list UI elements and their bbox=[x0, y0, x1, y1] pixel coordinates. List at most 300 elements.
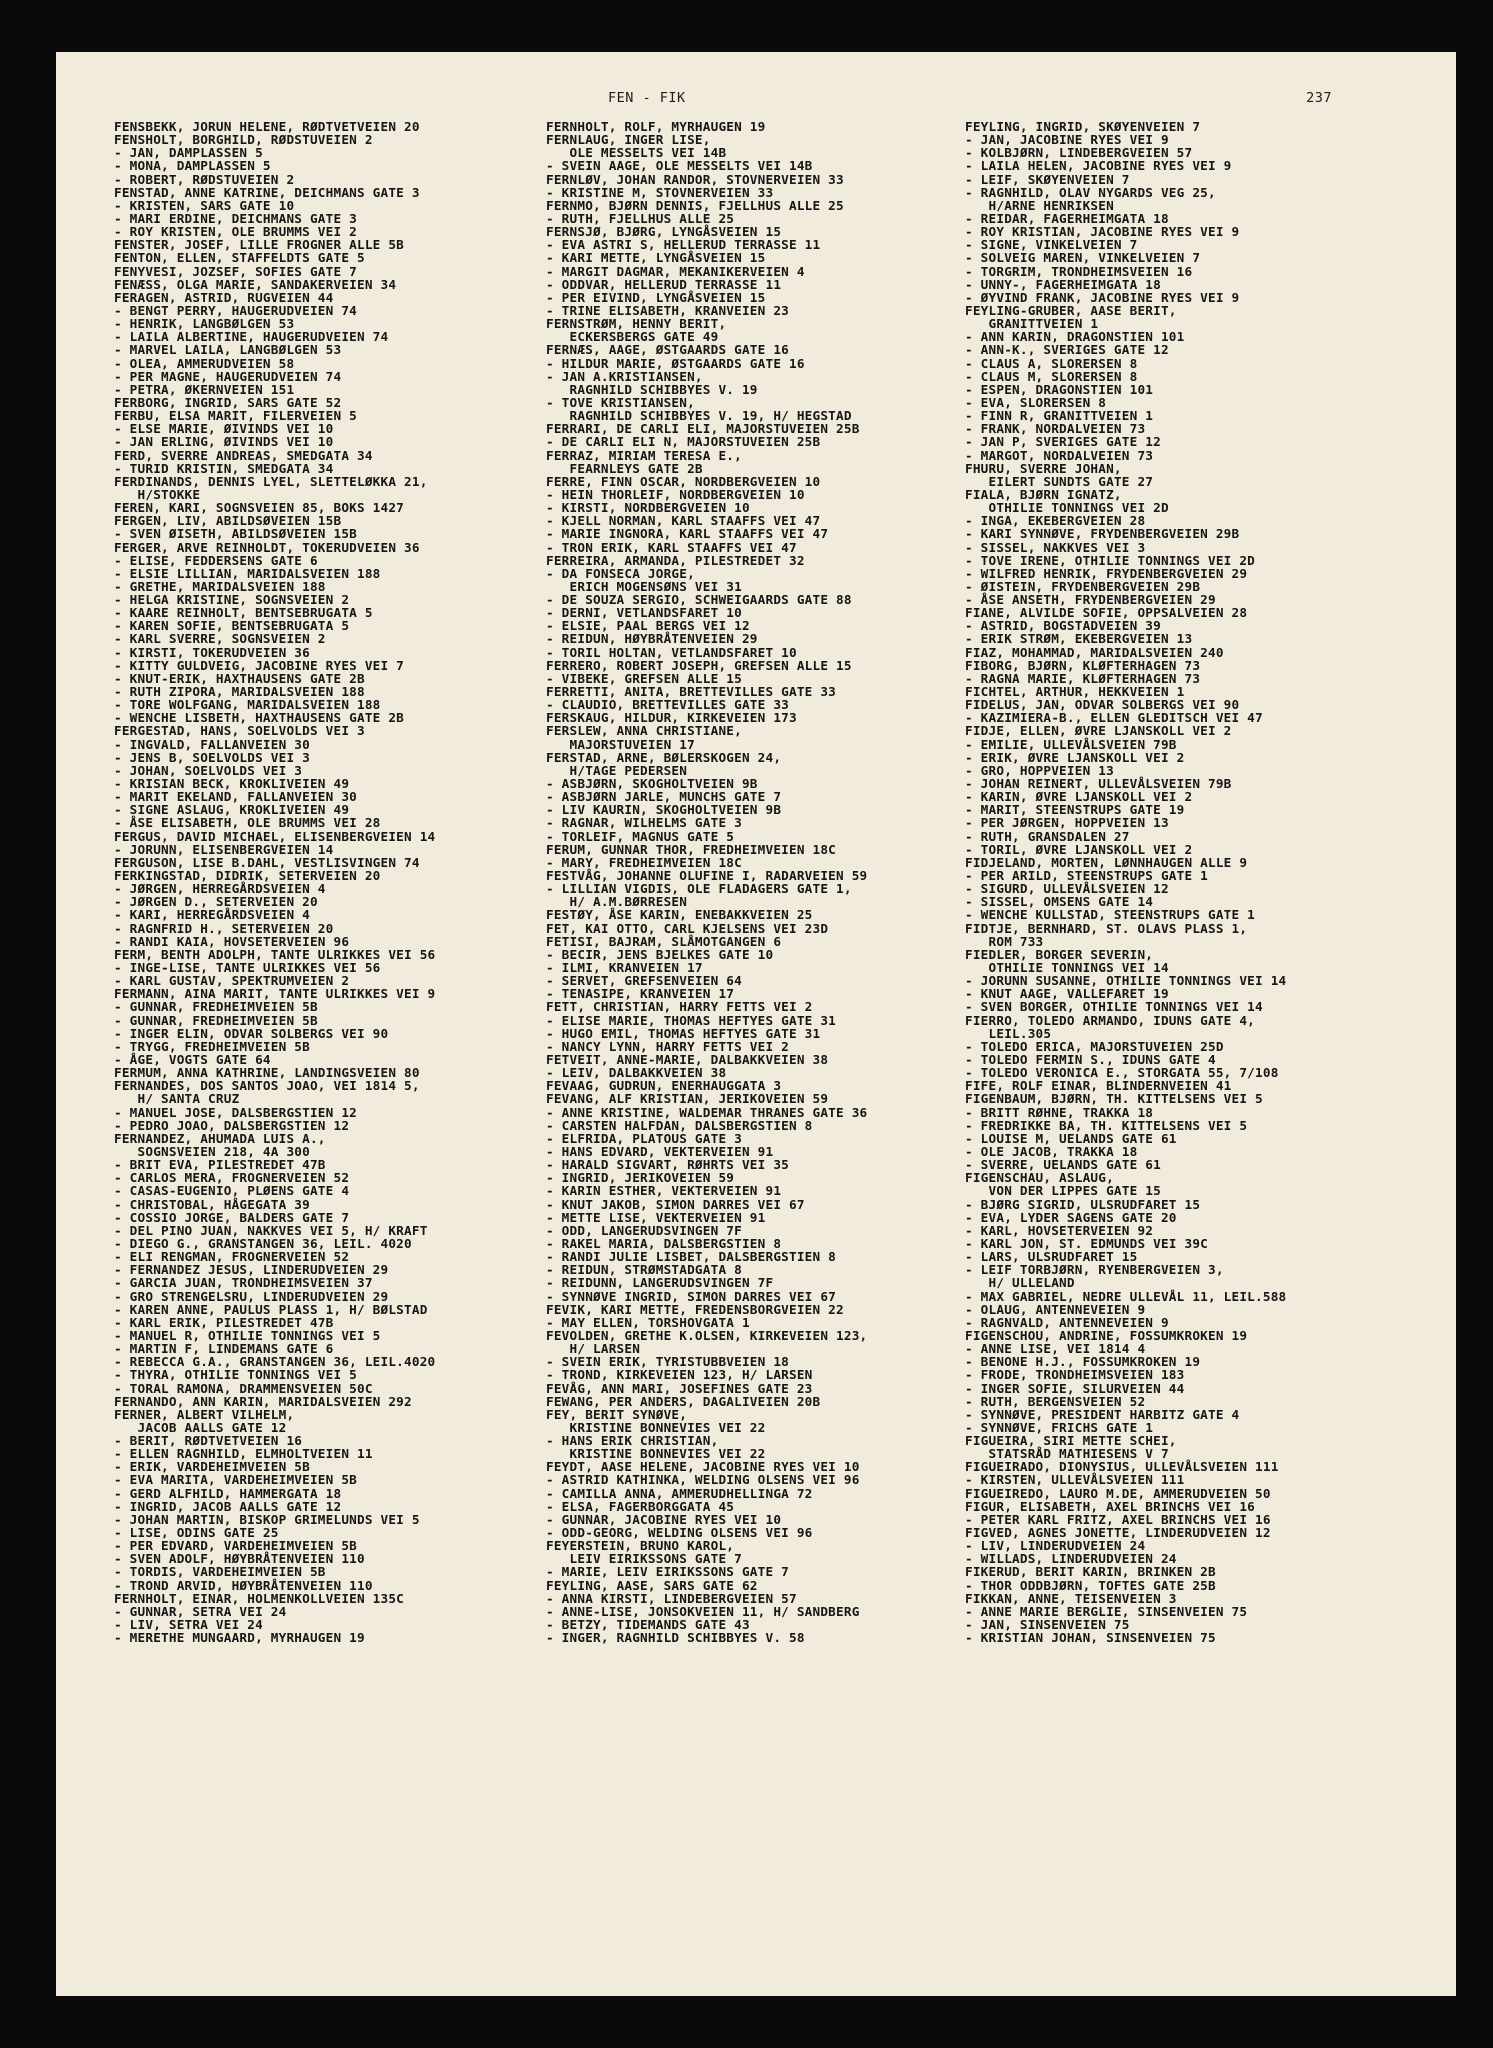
directory-entry: - KOLBJØRN, LINDEBERGVEIEN 57 bbox=[965, 145, 1193, 161]
directory-entry: - LILLIAN VIGDIS, OLE FLADAGERS GATE 1, bbox=[546, 881, 852, 897]
directory-entry: FIKERUD, BERIT KARIN, BRINKEN 2B bbox=[965, 1564, 1216, 1580]
directory-entry: - BENONE H.J., FOSSUMKROKEN 19 bbox=[965, 1354, 1201, 1370]
directory-entry: - HANS ERIK CHRISTIAN, bbox=[546, 1433, 719, 1449]
directory-entry: - TORAL RAMONA, DRAMMENSVEIEN 50C bbox=[114, 1380, 373, 1396]
directory-entry: FEWANG, PER ANDERS, DAGALIVEIEN 20B bbox=[546, 1393, 821, 1409]
directory-entry: - RANDI KAIA, HOVSETERVEIEN 96 bbox=[114, 933, 350, 949]
directory-entry: - CARLOS MERA, FROGNERVEIEN 52 bbox=[114, 1170, 350, 1186]
directory-entry: - DEL PINO JUAN, NAKKVES VEI 5, H/ KRAFT bbox=[114, 1222, 428, 1238]
directory-entry: - BECIR, JENS BJELKES GATE 10 bbox=[546, 946, 774, 962]
listing-column-3 bbox=[965, 120, 1395, 1644]
directory-entry: - GUNNAR, FREDHEIMVEIEN 5B bbox=[114, 1012, 318, 1028]
directory-entry: FERDINANDS, DENNIS LYEL, SLETTELØKKA 21, bbox=[114, 473, 428, 489]
directory-entry: - ANN-K., SVERIGES GATE 12 bbox=[965, 342, 1169, 358]
directory-entry: - JØRGEN, HERREGÅRDSVEIEN 4 bbox=[114, 881, 326, 897]
directory-entry: - MARGIT DAGMAR, MEKANIKERVEIEN 4 bbox=[546, 263, 805, 279]
directory-entry: - PEDRO JOAO, DALSBERGSTIEN 12 bbox=[114, 1117, 350, 1133]
directory-entry: FEY, BERIT SYNØVE, bbox=[546, 1406, 688, 1422]
directory-entry: FEYLING-GRUBER, AASE BERIT, bbox=[965, 302, 1177, 318]
directory-entry: - ERIK, ØVRE LJANSKOLL VEI 2 bbox=[965, 749, 1185, 765]
directory-entry: - LISE, ODINS GATE 25 bbox=[114, 1525, 279, 1541]
directory-entry: - WILFRED HENRIK, FRYDENBERGVEIEN 29 bbox=[965, 565, 1248, 581]
directory-entry: - HANS EDVARD, VEKTERVEIEN 91 bbox=[546, 1143, 774, 1159]
directory-entry: - INGER, RAGNHILD SCHIBBYES V. 58 bbox=[546, 1630, 805, 1646]
directory-entry: FIAZ, MOHAMMAD, MARIDALSVEIEN 240 bbox=[965, 644, 1224, 660]
directory-entry: - SIGURD, ULLEVÅLSVEIEN 12 bbox=[965, 881, 1169, 897]
directory-entry: - GUNNAR, SETRA VEI 24 bbox=[114, 1603, 287, 1619]
directory-entry: - TORLEIF, MAGNUS GATE 5 bbox=[546, 828, 735, 844]
directory-entry: - RANDI JULIE LISBET, DALSBERGSTIEN 8 bbox=[546, 1249, 837, 1265]
directory-entry: - KARL, HOVSETERVEIEN 92 bbox=[965, 1222, 1154, 1238]
directory-entry: - PER EIVIND, LYNGÅSVEIEN 15 bbox=[546, 289, 766, 305]
directory-entry: - MARIE, LEIV EIRIKSSONS GATE 7 bbox=[546, 1564, 789, 1580]
directory-entry: - KAREN ANNE, PAULUS PLASS 1, H/ BØLSTAD bbox=[114, 1301, 428, 1317]
directory-entry: - ELLEN RAGNHILD, ELMHOLTVEIEN 11 bbox=[114, 1446, 373, 1462]
directory-entry: - FERNANDEZ JESUS, LINDERUDVEIEN 29 bbox=[114, 1262, 389, 1278]
page-title: FEN - FIK bbox=[608, 90, 686, 106]
directory-entry: - TORIL, ØVRE LJANSKOLL VEI 2 bbox=[965, 841, 1193, 857]
directory-entry: - TORE WOLFGANG, MARIDALSVEIEN 188 bbox=[114, 697, 381, 713]
directory-entry: FIGUEIRADO, DIONYSIUS, ULLEVÅLSVEIEN 111 bbox=[965, 1459, 1279, 1475]
directory-entry: - KARI METTE, LYNGÅSVEIEN 15 bbox=[546, 250, 766, 266]
directory-entry: - SVEIN ERIK, TYRISTUBBVEIEN 18 bbox=[546, 1354, 789, 1370]
directory-entry: - INGER SOFIE, SILURVEIEN 44 bbox=[965, 1380, 1185, 1396]
directory-entry: - SOLVEIG MAREN, VINKELVEIEN 7 bbox=[965, 250, 1201, 266]
directory-entry: - KIRSTI, NORDBERGVEIEN 10 bbox=[546, 500, 750, 516]
directory-entry: - WILLADS, LINDERUDVEIEN 24 bbox=[965, 1551, 1177, 1567]
directory-entry: - GRO STRENGELSRU, LINDERUDVEIEN 29 bbox=[114, 1288, 389, 1304]
directory-entry: - ANNE KRISTINE, WALDEMAR THRANES GATE 36 bbox=[546, 1104, 868, 1120]
directory-entry: FERNHOLT, ROLF, MYRHAUGEN 19 bbox=[546, 119, 766, 134]
directory-entry: - TORGRIM, TRONDHEIMSVEIEN 16 bbox=[965, 263, 1193, 279]
directory-entry: - ELFRIDA, PLATOUS GATE 3 bbox=[546, 1130, 742, 1146]
directory-entry: - ELSIE, PAAL BERGS VEI 12 bbox=[546, 618, 750, 634]
directory-entry: - ERIK STRØM, EKEBERGVEIEN 13 bbox=[965, 631, 1193, 647]
directory-entry: FERGESTAD, HANS, SOELVOLDS VEI 3 bbox=[114, 723, 365, 739]
directory-entry: - ROBERT, RØDSTUVEIEN 2 bbox=[114, 171, 295, 187]
directory-entry: EILERT SUNDTS GATE 27 bbox=[965, 473, 1154, 489]
directory-entry: - ODD-GEORG, WELDING OLSENS VEI 96 bbox=[546, 1525, 813, 1541]
directory-entry: - ILMI, KRANVEIEN 17 bbox=[546, 960, 703, 975]
directory-entry: - LEIF TORBJØRN, RYENBERGVEIEN 3, bbox=[965, 1262, 1224, 1278]
directory-entry: - TOVE IRENE, OTHILIE TONNINGS VEI 2D bbox=[965, 552, 1256, 568]
directory-entry: FIGENSCHOU, ANDRINE, FOSSUMKROKEN 19 bbox=[965, 1327, 1248, 1343]
directory-entry: ERICH MOGENSØNS VEI 31 bbox=[546, 578, 742, 594]
directory-entry: - UNNY-, FAGERHEIMGATA 18 bbox=[965, 276, 1161, 292]
directory-entry: - RUTH ZIPORA, MARIDALSVEIEN 188 bbox=[114, 684, 365, 700]
directory-entry: - JAN ERLING, ØIVINDS VEI 10 bbox=[114, 434, 334, 450]
directory-entry: - LAILA ALBERTINE, HAUGERUDVEIEN 74 bbox=[114, 329, 389, 345]
directory-entry: - WENCHE KULLSTAD, STEENSTRUPS GATE 1 bbox=[965, 907, 1256, 923]
directory-entry: FESTVÅG, JOHANNE OLUFINE I, RADARVEIEN 59 bbox=[546, 868, 868, 884]
directory-entry: - JAN A.KRISTIANSEN, bbox=[546, 368, 703, 384]
directory-entry: - GUNNAR, JACOBINE RYES VEI 10 bbox=[546, 1511, 782, 1527]
directory-entry: - CASAS-EUGENIO, PLØENS GATE 4 bbox=[114, 1183, 350, 1199]
directory-entry: H/ LARSEN bbox=[546, 1341, 641, 1357]
directory-entry: - PER ARILD, STEENSTRUPS GATE 1 bbox=[965, 868, 1208, 884]
directory-entry: FERD, SVERRE ANDREAS, SMEDGATA 34 bbox=[114, 447, 373, 463]
directory-entry: FERSTAD, ARNE, BØLERSKOGEN 24, bbox=[546, 749, 782, 765]
directory-entry: - OLE JACOB, TRAKKA 18 bbox=[965, 1143, 1138, 1159]
directory-entry: - JORUNN SUSANNE, OTHILIE TONNINGS VEI 14 bbox=[965, 973, 1287, 989]
directory-entry: FERMUM, ANNA KATHRINE, LANDINGSVEIEN 80 bbox=[114, 1065, 420, 1081]
directory-entry: FEYERSTEIN, BRUNO KAROL, bbox=[546, 1538, 735, 1554]
directory-entry: MAJORSTUVEIEN 17 bbox=[546, 736, 695, 752]
directory-entry: - HUGO EMIL, THOMAS HEFTYES GATE 31 bbox=[546, 1025, 821, 1041]
directory-entry: FERBORG, INGRID, SARS GATE 52 bbox=[114, 394, 342, 410]
directory-entry: - PER JØRGEN, HOPPVEIEN 13 bbox=[965, 815, 1169, 831]
directory-entry: FEYLING, INGRID, SKØYENVEIEN 7 bbox=[965, 119, 1201, 134]
directory-entry: - CARSTEN HALFDAN, DALSBERGSTIEN 8 bbox=[546, 1117, 813, 1133]
directory-entry: - MERETHE MUNGAARD, MYRHAUGEN 19 bbox=[114, 1630, 365, 1646]
directory-entry: - GRETHE, MARIDALSVEIEN 188 bbox=[114, 578, 326, 594]
directory-entry: FERSLEW, ANNA CHRISTIANE, bbox=[546, 723, 742, 739]
directory-entry: - BJØRG SIGRID, ULSRUDFARET 15 bbox=[965, 1196, 1201, 1212]
directory-entry: - ELSA, FAGERBORGGATA 45 bbox=[546, 1498, 735, 1514]
directory-entry: - SVEN BORGER, OTHILIE TONNINGS VEI 14 bbox=[965, 999, 1263, 1015]
directory-entry: - INGRID, JACOB AALLS GATE 12 bbox=[114, 1498, 342, 1514]
directory-entry: FEYDT, AASE HELENE, JACOBINE RYES VEI 10 bbox=[546, 1459, 860, 1475]
directory-entry: - MARY, FREDHEIMVEIEN 18C bbox=[546, 854, 742, 870]
directory-entry: - KNUT AAGE, VALLEFARET 19 bbox=[965, 986, 1169, 1002]
directory-entry: - KARL GUSTAV, SPEKTRUMVEIEN 2 bbox=[114, 973, 350, 989]
directory-entry: - DIEGO G., GRANSTANGEN 36, LEIL. 4020 bbox=[114, 1235, 412, 1251]
directory-entry: - ELSIE LILLIAN, MARIDALSVEIEN 188 bbox=[114, 565, 381, 581]
directory-entry: - RAGNHILD, OLAV NYGARDS VEG 25, bbox=[965, 184, 1216, 200]
directory-entry: OLE MESSELTS VEI 14B bbox=[546, 145, 727, 161]
directory-entry: - PETER KARL FRITZ, AXEL BRINCHS VEI 16 bbox=[965, 1511, 1271, 1527]
directory-entry: - TRYGG, FREDHEIMVEIEN 5B bbox=[114, 1038, 310, 1054]
directory-entry: H/TAGE PEDERSEN bbox=[546, 762, 688, 778]
directory-entry: FERGUSON, LISE B.DAHL, VESTLISVINGEN 74 bbox=[114, 854, 420, 870]
directory-entry: STATSRÅD MATHIESENS V 7 bbox=[965, 1446, 1169, 1462]
directory-entry: - ASBJØRN JARLE, MUNCHS GATE 7 bbox=[546, 789, 782, 805]
directory-entry: - EVA, LYDER SAGENS GATE 20 bbox=[965, 1209, 1177, 1225]
directory-entry: - KRISTINE M, STOVNERVEIEN 33 bbox=[546, 184, 774, 200]
directory-entry: - RUTH, GRANSDALEN 27 bbox=[965, 828, 1130, 844]
directory-entry: OTHILIE TONNINGS VEI 14 bbox=[965, 960, 1169, 975]
directory-entry: - JAN, SINSENVEIEN 75 bbox=[965, 1617, 1130, 1633]
directory-entry: - MARVEL LAILA, LANGBØLGEN 53 bbox=[114, 342, 342, 358]
directory-entry: - ANNA KIRSTI, LINDEBERGVEIEN 57 bbox=[546, 1590, 797, 1606]
directory-entry: - BENGT PERRY, HAUGERUDVEIEN 74 bbox=[114, 302, 357, 318]
directory-entry: FESTØY, ÅSE KARIN, ENEBAKKVEIEN 25 bbox=[546, 907, 813, 923]
directory-entry: - KARIN, ØVRE LJANSKOLL VEI 2 bbox=[965, 789, 1193, 805]
directory-entry: FENYVESI, JOZSEF, SOFIES GATE 7 bbox=[114, 263, 357, 279]
directory-entry: FEYLING, AASE, SARS GATE 62 bbox=[546, 1577, 758, 1593]
page-number: 237 bbox=[1306, 90, 1332, 106]
directory-entry: FERBU, ELSA MARIT, FILERVEIEN 5 bbox=[114, 408, 357, 424]
directory-entry: FERNANDEZ, AHUMADA LUIS A., bbox=[114, 1130, 326, 1146]
directory-entry: - SISSEL, NAKKVES VEI 3 bbox=[965, 539, 1146, 555]
directory-entry: - CHRISTOBAL, HÅGEGATA 39 bbox=[114, 1196, 310, 1212]
directory-entry: FIGUEIREDO, LAURO M.DE, AMMERUDVEIEN 50 bbox=[965, 1485, 1271, 1501]
directory-entry: - LIV KAURIN, SKOGHOLTVEIEN 9B bbox=[546, 802, 782, 818]
directory-entry: - SVEIN AAGE, OLE MESSELTS VEI 14B bbox=[546, 158, 813, 174]
directory-entry: - BRIT EVA, PILESTREDET 47B bbox=[114, 1157, 326, 1173]
directory-entry: FENSTAD, ANNE KATRINE, DEICHMANS GATE 3 bbox=[114, 184, 420, 200]
page-header bbox=[56, 90, 1456, 110]
directory-entry: FERNANDES, DOS SANTOS JOAO, VEI 1814 5, bbox=[114, 1078, 420, 1094]
directory-entry: - ANNE-LISE, JONSOKVEIEN 11, H/ SANDBERG bbox=[546, 1603, 860, 1619]
directory-entry: FIDJE, ELLEN, ØVRE LJANSKOLL VEI 2 bbox=[965, 723, 1232, 739]
directory-entry: FIDJELAND, MORTEN, LØNNHAUGEN ALLE 9 bbox=[965, 854, 1248, 870]
directory-entry: - PER EDVARD, VARDEHEIMVEIEN 5B bbox=[114, 1538, 357, 1554]
directory-entry: FERRE, FINN OSCAR, NORDBERGVEIEN 10 bbox=[546, 473, 821, 489]
directory-entry: - MARTIN F, LINDEMANS GATE 6 bbox=[114, 1341, 334, 1357]
directory-entry: - CAMILLA ANNA, AMMERUDHELLINGA 72 bbox=[546, 1485, 813, 1501]
directory-entry: - HILDUR MARIE, ØSTGAARDS GATE 16 bbox=[546, 355, 805, 371]
directory-entry: - OLEA, AMMERUDVEIEN 58 bbox=[114, 355, 295, 371]
directory-entry: LEIV EIRIKSSONS GATE 7 bbox=[546, 1551, 742, 1567]
directory-entry: - SISSEL, OMSENS GATE 14 bbox=[965, 894, 1154, 910]
directory-entry: - KARIN ESTHER, VEKTERVEIEN 91 bbox=[546, 1183, 782, 1199]
directory-entry: FERRETTI, ANITA, BRETTEVILLES GATE 33 bbox=[546, 684, 837, 700]
directory-entry: - MONA, DAMPLASSEN 5 bbox=[114, 158, 271, 174]
directory-entry: - ANNE LISE, VEI 1814 4 bbox=[965, 1341, 1146, 1357]
directory-entry: - PER MAGNE, HAUGERUDVEIEN 74 bbox=[114, 368, 342, 384]
directory-entry: - KIRSTI, TOKERUDVEIEN 36 bbox=[114, 644, 310, 660]
directory-entry: - KRISTIAN JOHAN, SINSENVEIEN 75 bbox=[965, 1630, 1216, 1646]
directory-entry: FIEDLER, BORGER SEVERIN, bbox=[965, 946, 1154, 962]
directory-entry: - KARL JON, ST. EDMUNDS VEI 39C bbox=[965, 1235, 1208, 1251]
directory-entry: - KJELL NORMAN, KARL STAAFFS VEI 47 bbox=[546, 513, 821, 529]
directory-entry: - INGVALD, FALLANVEIEN 30 bbox=[114, 736, 310, 752]
directory-entry: FERRARI, DE CARLI ELI, MAJORSTUVEIEN 25B bbox=[546, 421, 860, 437]
directory-entry: - REIDAR, FAGERHEIMGATA 18 bbox=[965, 210, 1169, 226]
directory-entry: - THOR ODDBJØRN, TOFTES GATE 25B bbox=[965, 1577, 1216, 1593]
directory-entry: - ELI RENGMAN, FROGNERVEIEN 52 bbox=[114, 1249, 350, 1265]
directory-entry: FEVIK, KARI METTE, FREDENSBORGVEIEN 22 bbox=[546, 1301, 844, 1317]
directory-entry: - RAGNFRID H., SETERVEIEN 20 bbox=[114, 920, 334, 936]
directory-entry: FERREIRA, ARMANDA, PILESTREDET 32 bbox=[546, 552, 805, 568]
directory-entry: H/ SANTA CRUZ bbox=[114, 1091, 240, 1107]
directory-entry: - SYNNØVE INGRID, SIMON DARRES VEI 67 bbox=[546, 1288, 837, 1304]
directory-entry: FIDELUS, JAN, ODVAR SOLBERGS VEI 90 bbox=[965, 697, 1240, 713]
directory-entry: FENTON, ELLEN, STAFFELDTS GATE 5 bbox=[114, 250, 365, 266]
directory-entry: - SYNNØVE, PRESIDENT HARBITZ GATE 4 bbox=[965, 1406, 1240, 1422]
directory-entry: FETVEIT, ANNE-MARIE, DALBAKKVEIEN 38 bbox=[546, 1051, 829, 1067]
directory-entry: - COSSIO JORGE, BALDERS GATE 7 bbox=[114, 1209, 350, 1225]
directory-entry: - MANUEL R, OTHILIE TONNINGS VEI 5 bbox=[114, 1327, 381, 1343]
directory-entry: FIGENBAUM, BJØRN, TH. KITTELSENS VEI 5 bbox=[965, 1091, 1263, 1107]
directory-entry: FERRERO, ROBERT JOSEPH, GREFSEN ALLE 15 bbox=[546, 657, 852, 673]
directory-entry: FERNER, ALBERT VILHELM, bbox=[114, 1406, 295, 1422]
directory-entry: FEVANG, ALF KRISTIAN, JERIKOVEIEN 59 bbox=[546, 1091, 829, 1107]
directory-entry: - JOHAN MARTIN, BISKOP GRIMELUNDS VEI 5 bbox=[114, 1511, 420, 1527]
directory-entry: - TOLEDO ERICA, MAJORSTUVEIEN 25D bbox=[965, 1038, 1224, 1054]
directory-entry: - SVERRE, UELANDS GATE 61 bbox=[965, 1157, 1161, 1173]
directory-entry: FIALA, BJØRN IGNATZ, bbox=[965, 486, 1122, 502]
directory-entry: - KARL ERIK, PILESTREDET 47B bbox=[114, 1314, 334, 1330]
directory-entry: - METTE LISE, VEKTERVEIEN 91 bbox=[546, 1209, 766, 1225]
directory-entry: - ROY KRISTIAN, JACOBINE RYES VEI 9 bbox=[965, 224, 1240, 240]
directory-entry: - RAGNAR, WILHELMS GATE 3 bbox=[546, 815, 742, 831]
directory-entry: - ESPEN, DRAGONSTIEN 101 bbox=[965, 381, 1154, 397]
directory-entry: - JORUNN, ELISENBERGVEIEN 14 bbox=[114, 841, 334, 857]
directory-entry: FIANE, ALVILDE SOFIE, OPPSALVEIEN 28 bbox=[965, 605, 1248, 621]
directory-entry: - ASTRID KATHINKA, WELDING OLSENS VEI 96 bbox=[546, 1472, 860, 1488]
directory-entry: LEIL.305 bbox=[965, 1025, 1052, 1041]
directory-entry: ROM 733 bbox=[965, 933, 1044, 949]
directory-entry: FICHTEL, ARTHUR, HEKKVEIEN 1 bbox=[965, 684, 1185, 700]
directory-entry: - INGRID, JERIKOVEIEN 59 bbox=[546, 1170, 735, 1186]
directory-entry: FIGUR, ELISABETH, AXEL BRINCHS VEI 16 bbox=[965, 1498, 1256, 1514]
directory-entry: - REIDUNN, LANGERUDSVINGEN 7F bbox=[546, 1275, 774, 1291]
directory-entry: FERGER, ARVE REINHOLDT, TOKERUDVEIEN 36 bbox=[114, 539, 420, 555]
directory-entry: - TORIL HOLTAN, VETLANDSFARET 10 bbox=[546, 644, 797, 660]
directory-entry: FIGVED, AGNES JONETTE, LINDERUDVEIEN 12 bbox=[965, 1525, 1271, 1541]
directory-entry: - EVA MARITA, VARDEHEIMVEIEN 5B bbox=[114, 1472, 357, 1488]
directory-entry: FERGUS, DAVID MICHAEL, ELISENBERGVEIEN 14 bbox=[114, 828, 436, 844]
directory-entry: - BETZY, TIDEMANDS GATE 43 bbox=[546, 1617, 750, 1633]
directory-entry: - ELISE, FEDDERSENS GATE 6 bbox=[114, 552, 318, 568]
directory-entry: - GARCIA JUAN, TRONDHEIMSVEIEN 37 bbox=[114, 1275, 373, 1291]
directory-entry: - ROY KRISTEN, OLE BRUMMS VEI 2 bbox=[114, 224, 357, 240]
directory-entry: - TRINE ELISABETH, KRANVEIEN 23 bbox=[546, 302, 789, 318]
directory-entry: FIFE, ROLF EINAR, BLINDERNVEIEN 41 bbox=[965, 1078, 1232, 1094]
directory-entry: JACOB AALLS GATE 12 bbox=[114, 1419, 287, 1435]
directory-entry: FERNLØV, JOHAN RANDOR, STOVNERVEIEN 33 bbox=[546, 171, 844, 187]
directory-entry: - RUTH, FJELLHUS ALLE 25 bbox=[546, 210, 735, 226]
directory-entry: - KNUT JAKOB, SIMON DARRES VEI 67 bbox=[546, 1196, 805, 1212]
directory-entry: FENSTER, JOSEF, LILLE FROGNER ALLE 5B bbox=[114, 237, 405, 253]
directory-entry: FIDTJE, BERNHARD, ST. OLAVS PLASS 1, bbox=[965, 920, 1248, 936]
directory-entry: - RAGNVALD, ANTENNEVEIEN 9 bbox=[965, 1314, 1169, 1330]
directory-entry: - KAARE REINHOLT, BENTSEBRUGATA 5 bbox=[114, 605, 373, 621]
directory-entry: - MANUEL JOSE, DALSBERGSTIEN 12 bbox=[114, 1104, 357, 1120]
directory-entry: - LOUISE M, UELANDS GATE 61 bbox=[965, 1130, 1177, 1146]
directory-entry: - KARI SYNNØVE, FRYDENBERGVEIEN 29B bbox=[965, 526, 1240, 542]
directory-entry: - ODD, LANGERUDSVINGEN 7F bbox=[546, 1222, 742, 1238]
directory-entry: FIBORG, BJØRN, KLØFTERHAGEN 73 bbox=[965, 657, 1201, 673]
directory-entry: ECKERSBERGS GATE 49 bbox=[546, 329, 719, 345]
directory-entry: - LEIF, SKØYENVEIEN 7 bbox=[965, 171, 1130, 187]
directory-entry: - FRODE, TRONDHEIMSVEIEN 183 bbox=[965, 1367, 1185, 1383]
directory-entry: FET, KAI OTTO, CARL KJELSENS VEI 23D bbox=[546, 920, 829, 936]
directory-entry: - REIDUN, STRØMSTADGATA 8 bbox=[546, 1262, 742, 1278]
directory-entry: - INGA, EKEBERGVEIEN 28 bbox=[965, 513, 1146, 529]
directory-entry: FERRAZ, MIRIAM TERESA E., bbox=[546, 447, 742, 463]
directory-entry: - JØRGEN D., SETERVEIEN 20 bbox=[114, 894, 318, 910]
directory-entry: H/ARNE HENRIKSEN bbox=[965, 197, 1114, 213]
directory-entry: - TORDIS, VARDEHEIMVEIEN 5B bbox=[114, 1564, 326, 1580]
directory-entry: - TROND ARVID, HØYBRÅTENVEIEN 110 bbox=[114, 1577, 373, 1593]
directory-entry: - KARI, HERREGÅRDSVEIEN 4 bbox=[114, 907, 310, 923]
directory-entry: - KRISTEN, SARS GATE 10 bbox=[114, 197, 295, 213]
directory-entry: H/ ULLELAND bbox=[965, 1275, 1075, 1291]
directory-entry: FERAGEN, ASTRID, RUGVEIEN 44 bbox=[114, 289, 334, 305]
listing-column-1 bbox=[114, 120, 544, 1644]
directory-entry: - ØISTEIN, FRYDENBERGVEIEN 29B bbox=[965, 578, 1201, 594]
directory-entry: - SERVET, GREFSENVEIEN 64 bbox=[546, 973, 742, 989]
directory-entry: - HELGA KRISTINE, SOGNSVEIEN 2 bbox=[114, 592, 350, 608]
directory-entry: - ØYVIND FRANK, JACOBINE RYES VEI 9 bbox=[965, 289, 1240, 305]
directory-entry: - DERNI, VETLANDSFARET 10 bbox=[546, 605, 742, 621]
directory-entry: - ELISE MARIE, THOMAS HEFTYES GATE 31 bbox=[546, 1012, 837, 1028]
directory-entry: - ASTRID, BOGSTADVEIEN 39 bbox=[965, 618, 1161, 634]
directory-entry: FERNSJØ, BJØRG, LYNGÅSVEIEN 15 bbox=[546, 224, 782, 240]
directory-entry: - JOHAN REINERT, ULLEVÅLSVEIEN 79B bbox=[965, 776, 1232, 792]
directory-entry: - TOLEDO VERONICA E., STORGATA 55, 7/108 bbox=[965, 1065, 1279, 1081]
directory-entry: - JAN P, SVERIGES GATE 12 bbox=[965, 434, 1161, 450]
directory-entry: - KAZIMIERA-B., ELLEN GLEDITSCH VEI 47 bbox=[965, 710, 1263, 726]
directory-entry: - LIV, SETRA VEI 24 bbox=[114, 1617, 263, 1633]
directory-entry: FERNÆS, AAGE, ØSTGAARDS GATE 16 bbox=[546, 342, 789, 358]
directory-entry: - OLAUG, ANTENNEVEIEN 9 bbox=[965, 1301, 1146, 1317]
directory-entry: - REBECCA G.A., GRANSTANGEN 36, LEIL.4020 bbox=[114, 1354, 436, 1370]
directory-entry: - DE SOUZA SERGIO, SCHWEIGAARDS GATE 88 bbox=[546, 592, 852, 608]
directory-entry: - WENCHE LISBETH, HAXTHAUSENS GATE 2B bbox=[114, 710, 405, 726]
directory-entry: FENSBEKK, JORUN HELENE, RØDTVETVEIEN 20 bbox=[114, 119, 420, 134]
directory-entry: - JAN, DAMPLASSEN 5 bbox=[114, 145, 263, 161]
directory-entry: FERM, BENTH ADOLPH, TANTE ULRIKKES VEI 56 bbox=[114, 946, 436, 962]
directory-entry: - HARALD SIGVART, RØHRTS VEI 35 bbox=[546, 1157, 789, 1173]
directory-entry: - FINN R, GRANITTVEIEN 1 bbox=[965, 408, 1154, 424]
directory-entry: - LARS, ULSRUDFARET 15 bbox=[965, 1249, 1138, 1265]
directory-entry: - DA FONSECA JORGE, bbox=[546, 565, 695, 581]
listing-column-2 bbox=[546, 120, 976, 1644]
directory-entry: - LIV, LINDERUDVEIEN 24 bbox=[965, 1538, 1146, 1554]
directory-entry: - TURID KRISTIN, SMEDGATA 34 bbox=[114, 460, 334, 476]
directory-entry: SOGNSVEIEN 218, 4A 300 bbox=[114, 1143, 310, 1159]
directory-entry: - SIGNE, VINKELVEIEN 7 bbox=[965, 237, 1138, 253]
directory-entry: FERGEN, LIV, ABILDSØVEIEN 15B bbox=[114, 513, 342, 529]
directory-entry: - SVEN ADOLF, HØYBRÅTENVEIEN 110 bbox=[114, 1551, 365, 1567]
directory-entry: - MAX GABRIEL, NEDRE ULLEVÅL 11, LEIL.588 bbox=[965, 1288, 1287, 1304]
directory-entry: - TROND, KIRKEVEIEN 123, H/ LARSEN bbox=[546, 1367, 813, 1383]
directory-entry: - RAKEL MARIA, DALSBERGSTIEN 8 bbox=[546, 1235, 782, 1251]
directory-entry: - KIRSTEN, ULLEVÅLSVEIEN 111 bbox=[965, 1472, 1185, 1488]
directory-entry: - CLAUDIO, BRETTEVILLES GATE 33 bbox=[546, 697, 789, 713]
directory-entry: - INGE-LISE, TANTE ULRIKKES VEI 56 bbox=[114, 960, 381, 975]
directory-entry: FERKINGSTAD, DIDRIK, SETERVEIEN 20 bbox=[114, 868, 381, 884]
directory-entry: FERNANDO, ANN KARIN, MARIDALSVEIEN 292 bbox=[114, 1393, 412, 1409]
directory-entry: - BERIT, RØDTVETVEIEN 16 bbox=[114, 1433, 303, 1449]
directory-entry: - MARI ERDINE, DEICHMANS GATE 3 bbox=[114, 210, 357, 226]
directory-entry: - ERIK, VARDEHEIMVEIEN 5B bbox=[114, 1459, 310, 1475]
directory-entry: - JENS B, SOELVOLDS VEI 3 bbox=[114, 749, 310, 765]
directory-entry: OTHILIE TONNINGS VEI 2D bbox=[965, 500, 1169, 516]
directory-entry: - LAILA HELEN, JACOBINE RYES VEI 9 bbox=[965, 158, 1232, 174]
directory-entry: - BRITT RØHNE, TRAKKA 18 bbox=[965, 1104, 1154, 1120]
directory-entry: FIERRO, TOLEDO ARMANDO, IDUNS GATE 4, bbox=[965, 1012, 1256, 1028]
directory-entry: FEVÅG, ANN MARI, JOSEFINES GATE 23 bbox=[546, 1380, 813, 1396]
directory-entry: - FRANK, NORDALVEIEN 73 bbox=[965, 421, 1146, 437]
directory-entry: - DE CARLI ELI N, MAJORSTUVEIEN 25B bbox=[546, 434, 821, 450]
directory-entry: - KAREN SOFIE, BENTSEBRUGATA 5 bbox=[114, 618, 350, 634]
directory-entry: - FREDRIKKE BA, TH. KITTELSENS VEI 5 bbox=[965, 1117, 1248, 1133]
directory-entry: - KRISIAN BECK, KROKLIVEIEN 49 bbox=[114, 776, 350, 792]
directory-entry: - REIDUN, HØYBRÅTENVEIEN 29 bbox=[546, 631, 758, 647]
directory-entry: - PETRA, ØKERNVEIEN 151 bbox=[114, 381, 295, 397]
directory-entry: - KNUT-ERIK, HAXTHAUSENS GATE 2B bbox=[114, 670, 365, 686]
directory-entry: FEREN, KARI, SOGNSVEIEN 85, BOKS 1427 bbox=[114, 500, 405, 516]
directory-entry: - SYNNØVE, FRICHS GATE 1 bbox=[965, 1419, 1154, 1435]
directory-entry: - ODDVAR, HELLERUD TERRASSE 11 bbox=[546, 276, 782, 292]
directory-entry: - ANN KARIN, DRAGONSTIEN 101 bbox=[965, 329, 1185, 345]
directory-entry: - ASBJØRN, SKOGHOLTVEIEN 9B bbox=[546, 776, 758, 792]
directory-entry: - GRO, HOPPVEIEN 13 bbox=[965, 762, 1114, 778]
directory-entry: - LEIV, DALBAKKVEIEN 38 bbox=[546, 1065, 727, 1081]
directory-entry: - RAGNA MARIE, KLØFTERHAGEN 73 bbox=[965, 670, 1201, 686]
directory-entry: FIGUEIRA, SIRI METTE SCHEI, bbox=[965, 1433, 1177, 1449]
directory-entry: - SVEN ØISETH, ABILDSØVEIEN 15B bbox=[114, 526, 357, 542]
directory-entry: - JOHAN, SOELVOLDS VEI 3 bbox=[114, 762, 303, 778]
directory-entry: H/STOKKE bbox=[114, 486, 201, 502]
directory-entry: - ÅGE, VOGTS GATE 64 bbox=[114, 1051, 271, 1067]
directory-entry: VON DER LIPPES GATE 15 bbox=[965, 1183, 1161, 1199]
